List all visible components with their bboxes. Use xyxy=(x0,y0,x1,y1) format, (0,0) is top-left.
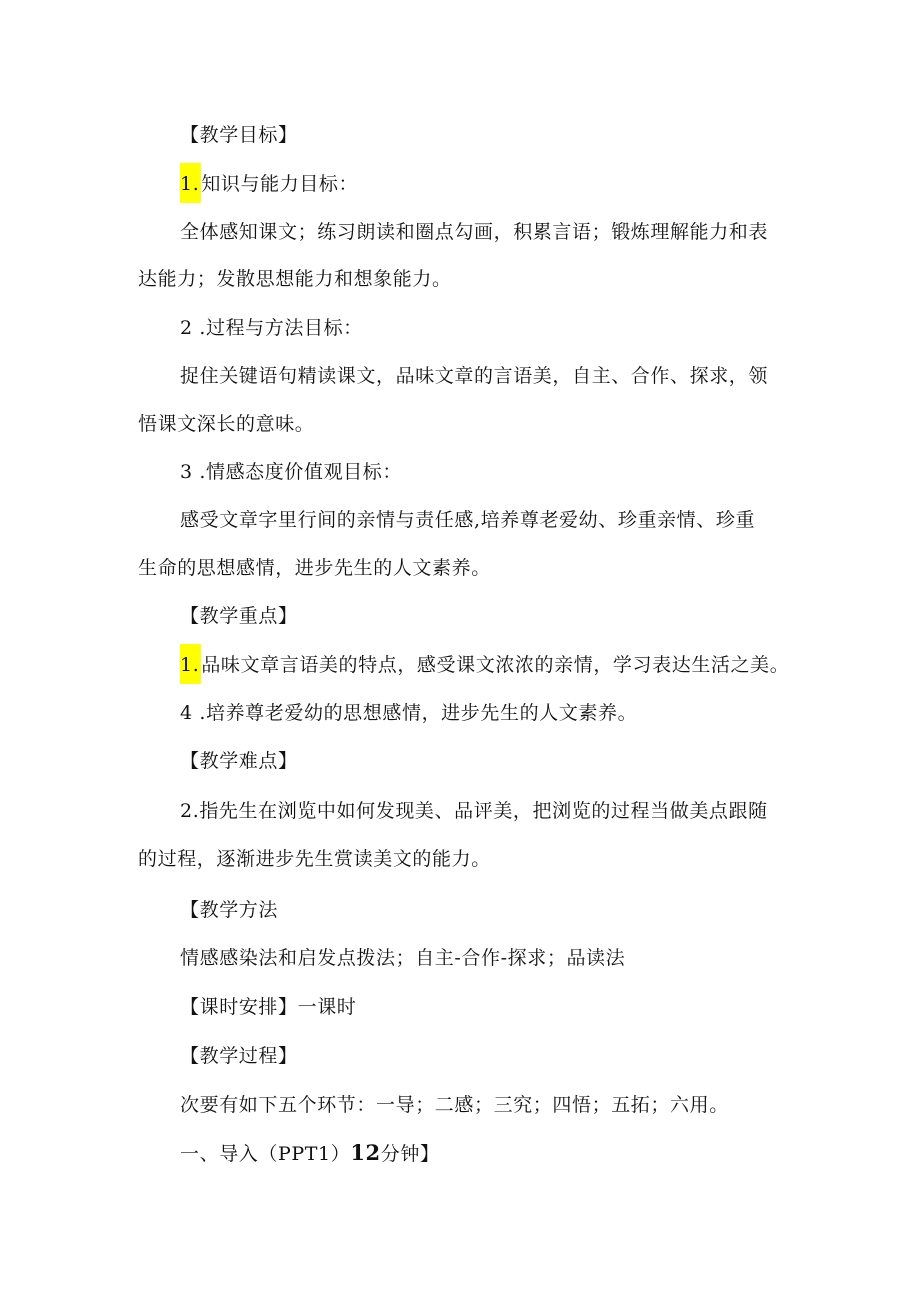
difficulty-text-line-1: 2.指先生在浏览中如何发现美、品评美，把浏览的过程当做美点跟随 xyxy=(180,800,768,822)
goal-3-text-line-1: 感受文章字里行间的亲情与责任感,培养尊老爱幼、珍重亲情、珍重 xyxy=(180,509,756,531)
intro-suffix: 分钟】 xyxy=(380,1143,440,1165)
goal-1-title: 知识与能力目标： xyxy=(201,173,359,195)
process-text: 次要有如下五个环节：一导；二感；三究；四悟；五拓；六用。 xyxy=(180,1094,729,1116)
schedule-text: 【课时安排】一课时 xyxy=(180,996,357,1018)
key-point-4: 4 .培养尊老爱幼的思想感情，进步先生的人文素养。 xyxy=(180,702,638,724)
goal-1-text-line-1: 全体感知课文；练习朗读和圈点勾画，积累言语；锻炼理解能力和表 xyxy=(180,221,769,243)
heading-difficulties: 【教学难点】 xyxy=(180,750,298,772)
heading-teaching-process: 【教学过程】 xyxy=(180,1045,298,1067)
section-intro-heading xyxy=(180,1140,440,1167)
intro-prefix: 一、导入（PPT1） xyxy=(180,1143,351,1165)
highlighted-number: 1. xyxy=(180,644,201,684)
key-point-1 xyxy=(180,652,789,684)
methods-text: 情感感染法和启发点拨法；自主-合作-探求；品读法 xyxy=(180,947,626,969)
key-point-1-text: 品味文章言语美的特点，感受课文浓浓的亲情，学习表达生活之美。 xyxy=(201,654,790,676)
goal-3-text-line-2: 生命的思想感情，进步先生的人文素养。 xyxy=(138,557,491,579)
goal-3-heading: 3 .情感态度价值观目标： xyxy=(180,461,402,483)
heading-teaching-goals: 【教学目标】 xyxy=(180,124,298,146)
intro-duration-number: 12 xyxy=(350,1140,381,1165)
heading-teaching-methods: 【教学方法 xyxy=(180,899,279,921)
heading-key-points: 【教学重点】 xyxy=(180,605,298,627)
goal-2-text-line-2: 悟课文深长的意味。 xyxy=(138,413,315,435)
difficulty-text-line-2: 的过程，逐渐进步先生赏读美文的能力。 xyxy=(138,848,491,870)
goal-1-heading xyxy=(180,171,358,203)
goal-2-heading: 2 .过程与方法目标： xyxy=(180,317,363,339)
goal-1-text-line-2: 达能力；发散思想能力和想象能力。 xyxy=(138,268,452,290)
highlighted-number: 1. xyxy=(180,163,201,203)
goal-2-text-line-1: 捉住关键语句精读课文，品味文章的言语美，自主、合作、探求，领 xyxy=(180,365,769,387)
